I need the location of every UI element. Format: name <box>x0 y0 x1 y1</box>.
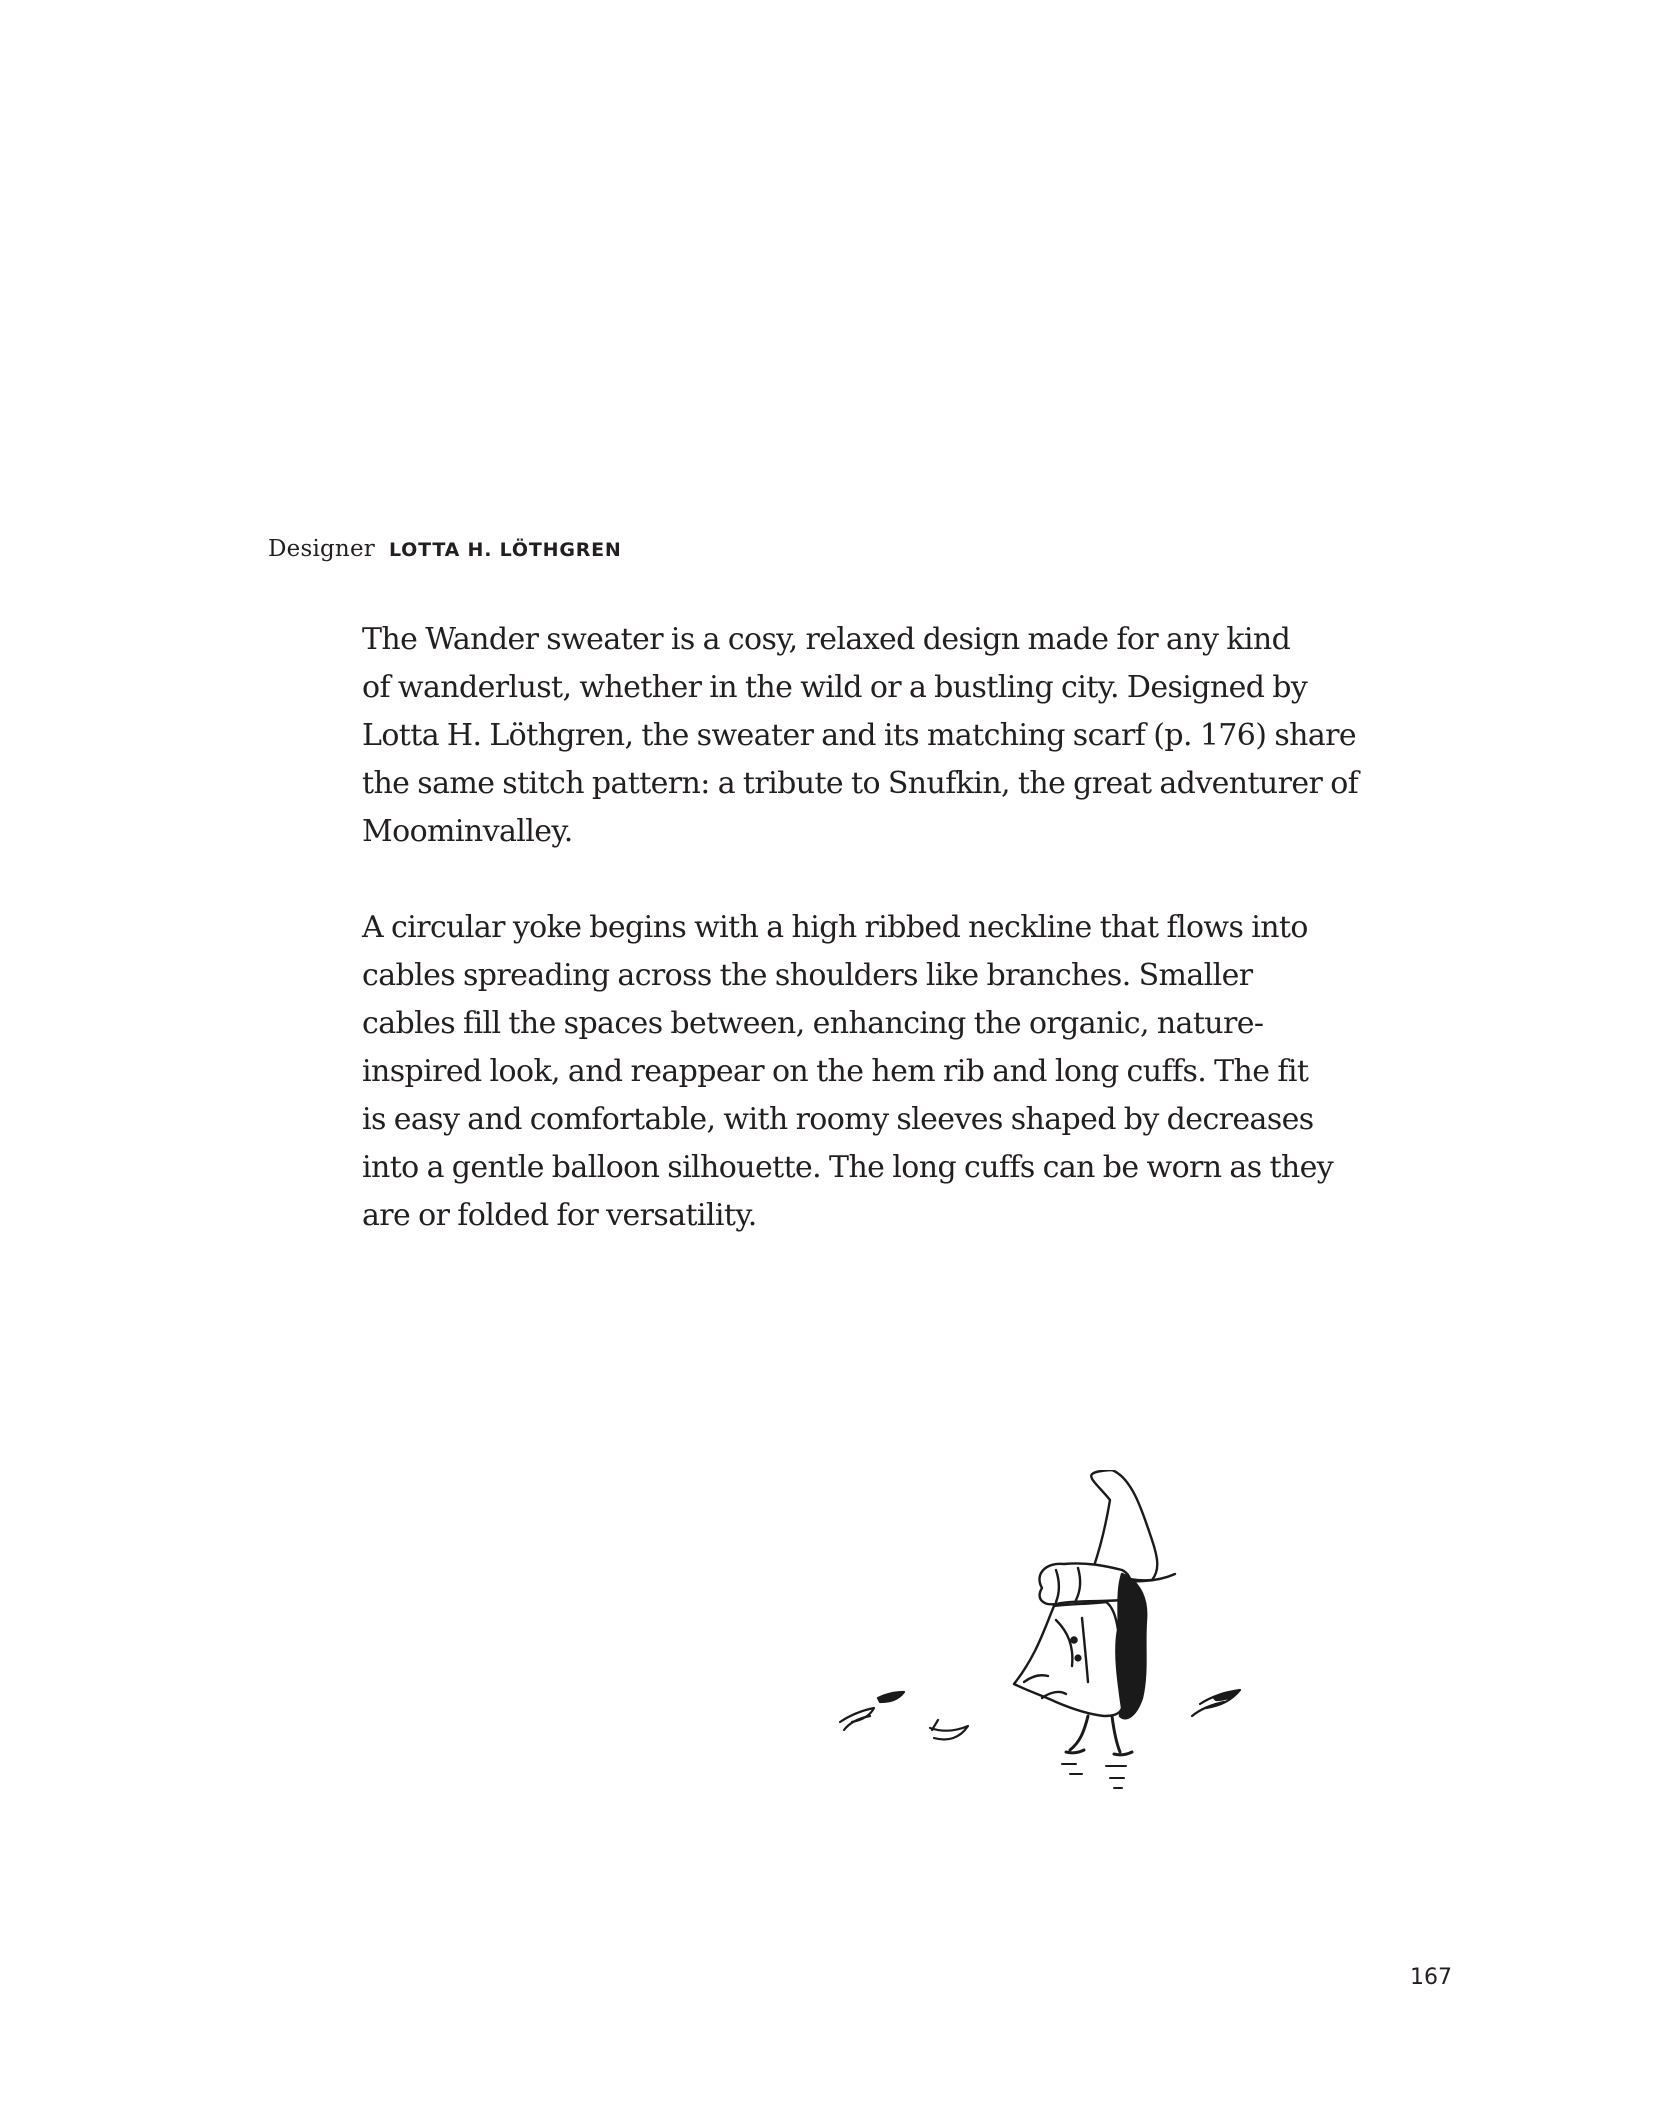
snufkin-illustration <box>830 1470 1290 1810</box>
text-line: cables spreading across the shoulders like branches. Smaller <box>362 958 1253 993</box>
text-line: The Wander sweater is a cosy, relaxed design made for any kind <box>362 622 1291 657</box>
text-line: Moominvalley. <box>362 814 573 849</box>
pointed-hat <box>1091 1470 1157 1580</box>
leaf <box>1214 1692 1238 1700</box>
blowing-leaves <box>840 1690 1240 1740</box>
text-line: Lotta H. Löthgren, the sweater and its matching scarf (p. 176) share <box>362 718 1357 753</box>
text-line: are or folded for versatility. <box>362 1198 757 1233</box>
coat <box>1014 1602 1122 1716</box>
snufkin-figure <box>1014 1470 1175 1788</box>
designer-name: LOTTA H. LÖTHGREN <box>388 539 622 561</box>
text-line: cables fill the spaces between, enhancing the organic, nature- <box>362 1006 1264 1041</box>
arm-bundle <box>1039 1563 1131 1604</box>
text-line: A circular yoke begins with a high ribbed neckline that flows into <box>362 910 1308 945</box>
designer-label: Designer <box>268 536 375 562</box>
dark-shading <box>1118 1574 1147 1718</box>
leaf <box>840 1708 874 1730</box>
text-line: inspired look, and reappear on the hem rib and long cuffs. The fit <box>362 1054 1309 1089</box>
paragraph-intro <box>362 616 1372 856</box>
designer-credit <box>268 534 622 565</box>
leaf <box>930 1720 968 1740</box>
text-line: the same stitch pattern: a tribute to Snufkin, the great adventurer of <box>362 766 1359 801</box>
text-line: into a gentle balloon silhouette. The long cuffs can be worn as they <box>362 1150 1334 1185</box>
legs <box>1070 1716 1120 1752</box>
text-line: of wanderlust, whether in the wild or a bustling city. Designed by <box>362 670 1308 705</box>
leaf <box>878 1692 904 1702</box>
body-text <box>362 616 1372 1288</box>
page-number: 167 <box>1410 1965 1452 1990</box>
paragraph-description <box>362 904 1372 1240</box>
text-line: is easy and comfortable, with roomy sleeves shaped by decreases <box>362 1102 1314 1137</box>
